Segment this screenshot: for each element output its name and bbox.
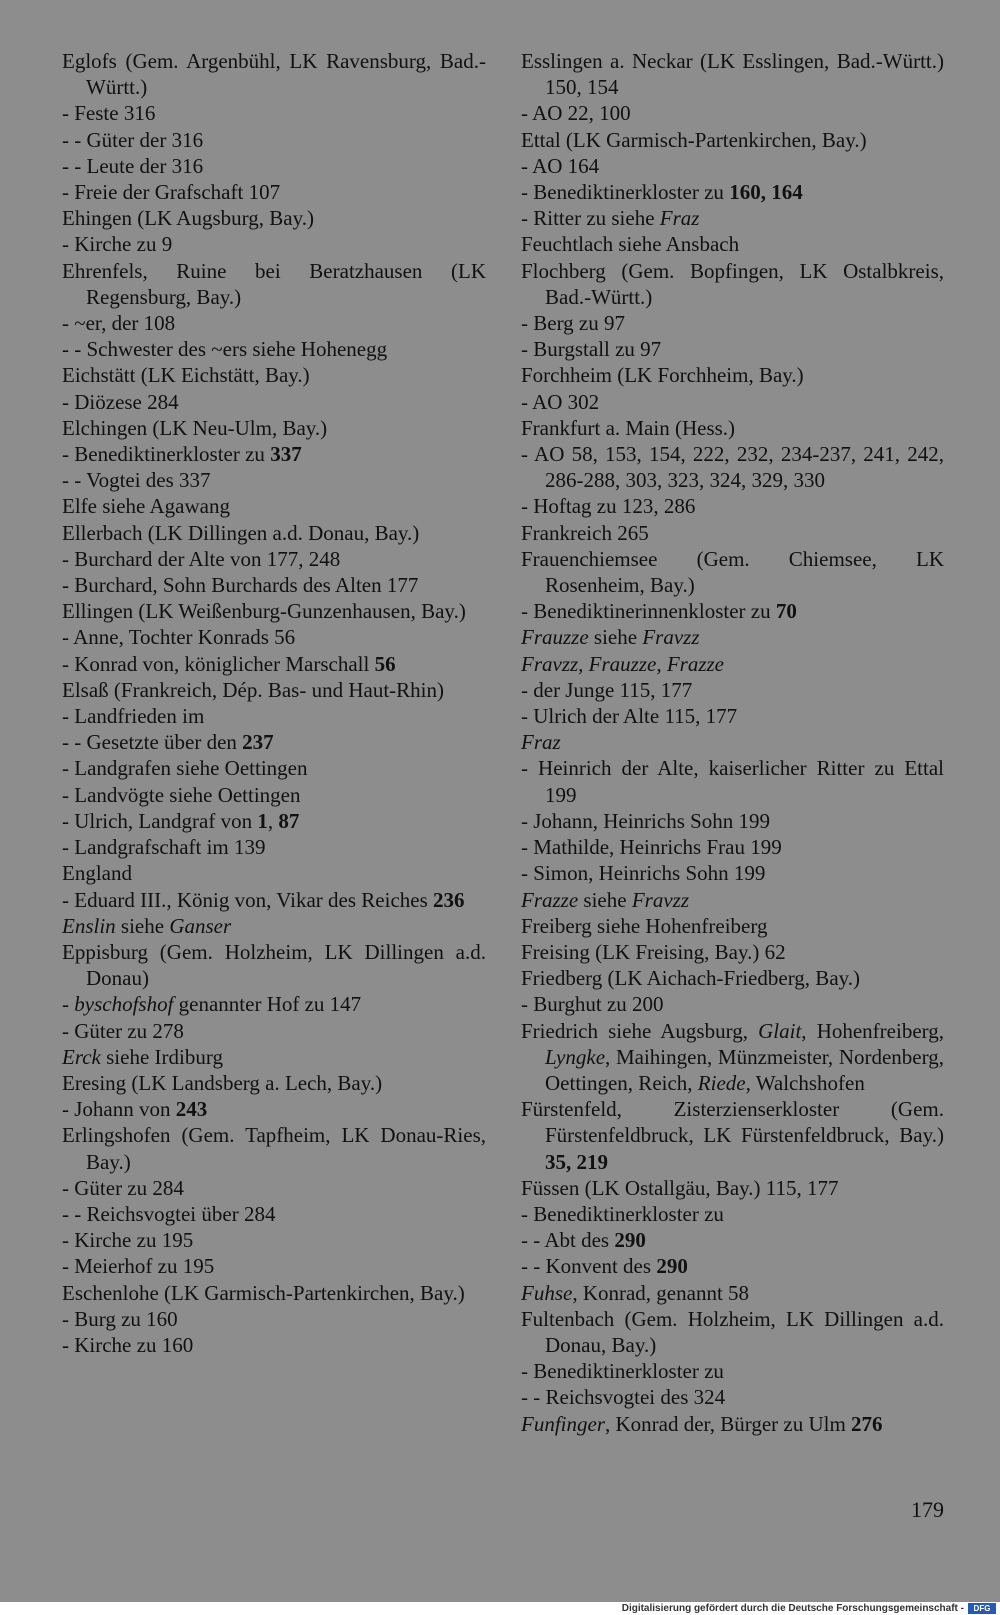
index-entry-text: - Kirche zu 160: [62, 1332, 194, 1357]
index-entry: [521, 651, 944, 677]
index-entry: [62, 651, 486, 677]
index-entry-text: - Johann, Heinrichs Sohn 199: [521, 808, 771, 833]
index-entry-text: 290: [656, 1254, 688, 1279]
index-entry: [521, 205, 944, 231]
index-entry-text: - AO 22, 100: [521, 101, 631, 126]
index-entry-text: - Eduard III., König von, Vikar des Reiches: [62, 887, 434, 912]
index-entry: [521, 1384, 944, 1410]
index-entry-text: - Johann von: [62, 1097, 176, 1122]
index-entry-text: Friedrich siehe Augsburg,: [521, 1018, 759, 1043]
index-entry: [62, 231, 486, 257]
index-entry: [521, 100, 944, 126]
index-entry-text: - Heinrich der Alte, kaiserlicher Ritter zu Ettal 199: [521, 756, 944, 807]
index-entry-text: - Diözese 284: [62, 389, 179, 414]
index-entry-text: - Benediktinerkloster zu: [62, 442, 271, 467]
index-entry-text: 276: [851, 1411, 883, 1436]
index-entry: [62, 48, 486, 100]
index-entry: [62, 572, 486, 598]
index-entry: [521, 1227, 944, 1253]
index-entry-text: - Benediktinerinnenkloster zu: [521, 599, 776, 624]
index-entry-text: - Landgrafschaft im 139: [62, 835, 266, 860]
index-entry: [521, 441, 944, 493]
index-entry-text: Frankreich 265: [521, 520, 649, 545]
index-entry-text: Ellerbach (LK Dillingen a.d. Donau, Bay.): [62, 520, 420, 545]
index-entry-text: - Burghut zu 200: [521, 992, 664, 1017]
index-entry: [521, 362, 944, 388]
index-entry: [521, 1201, 944, 1227]
index-entry-text: byschofshof: [74, 992, 174, 1017]
index-entry-text: Freising (LK Freising, Bay.) 62: [521, 939, 786, 964]
index-entry-text: Fuhse: [521, 1280, 573, 1305]
index-entry: [521, 1306, 944, 1358]
index-entry: [62, 258, 486, 310]
index-entry-text: - AO 58, 153, 154, 222, 232, 234-237, 241, 242, 286-288, 303, 323, 324, 329, 330: [521, 442, 944, 493]
index-entry: [62, 991, 486, 1017]
index-entry: [62, 808, 486, 834]
index-entry-text: 290: [614, 1228, 646, 1253]
index-entry-text: Freiberg siehe Hohenfreiberg: [521, 913, 768, 938]
index-entry-text: Flochberg (Gem. Bopfingen, LK Ostalbkreis, Bad.-Württ.): [521, 258, 944, 309]
index-entry: [521, 965, 944, 991]
index-entry: [62, 546, 486, 572]
index-entry-text: 1: [257, 808, 268, 833]
index-entry: [62, 913, 486, 939]
index-entry: [62, 1175, 486, 1201]
index-entry: [521, 48, 944, 100]
index-entry: [521, 415, 944, 441]
index-entry: [521, 310, 944, 336]
index-entry: [521, 939, 944, 965]
index-entry-text: - Landfrieden im: [62, 704, 205, 729]
index-entry-text: 237: [242, 730, 274, 755]
index-entry-text: - Kirche zu 9: [62, 232, 173, 257]
index-entry: [521, 1280, 944, 1306]
index-entry: [62, 887, 486, 913]
index-entry-text: - - Gesetzte über den: [62, 730, 243, 755]
index-entry: [521, 336, 944, 362]
index-entry: [62, 1044, 486, 1070]
index-entry: [521, 153, 944, 179]
index-entry: [62, 939, 486, 991]
index-entry: [62, 1201, 486, 1227]
index-entry-text: - - Vogtei des 337: [62, 468, 211, 493]
index-entry: [62, 1018, 486, 1044]
index-entry-text: Fravzz: [631, 887, 689, 912]
index-entry-text: - Feste 316: [62, 101, 156, 126]
index-entry-text: - - Schwester des ~ers siehe Hohenegg: [62, 337, 388, 362]
index-entry-text: - Berg zu 97: [521, 311, 626, 336]
index-entry-text: , Konrad der, Bürger zu Ulm: [605, 1411, 852, 1436]
index-entry: [62, 467, 486, 493]
index-entry: [521, 755, 944, 807]
index-entry: [62, 703, 486, 729]
index-entry-text: - Freie der Grafschaft 107: [62, 180, 281, 205]
index-entry-text: Esslingen a. Neckar (LK Esslingen, Bad.-Württ.) 150, 154: [521, 49, 944, 100]
index-entry: [62, 153, 486, 179]
index-entry-text: siehe Irdiburg: [100, 1044, 223, 1069]
index-entry: [62, 336, 486, 362]
index-entry: [521, 834, 944, 860]
index-entry-text: , Maihingen, Münzmeister, Nordenberg, Oettingen, Reich,: [545, 1044, 944, 1095]
index-entry-text: - Burchard, Sohn Burchards des Alten 177: [62, 573, 419, 598]
index-entry: [521, 520, 944, 546]
index-entry: [62, 205, 486, 231]
index-entry-text: 243: [175, 1097, 208, 1122]
index-entry: [521, 729, 944, 755]
index-entry-text: Ettal (LK Garmisch-Partenkirchen, Bay.): [521, 127, 867, 152]
index-column-right: [521, 48, 944, 1437]
index-entry-text: siehe: [588, 625, 643, 650]
index-entry-text: - Mathilde, Heinrichs Frau 199: [521, 835, 782, 860]
index-entry: [62, 834, 486, 860]
index-entry: [62, 598, 486, 624]
index-entry-text: Fürstenfeld, Zisterzienserkloster (Gem. Fürstenfeldbruck, LK Fürstenfeldbruck, Bay.): [521, 1097, 944, 1148]
index-entry: [521, 258, 944, 310]
index-entry-text: 337: [270, 442, 302, 467]
index-entry: [521, 1411, 944, 1437]
index-entry: [521, 913, 944, 939]
index-entry: [62, 860, 486, 886]
index-entry-text: - Simon, Heinrichs Sohn 199: [521, 861, 766, 886]
index-entry-text: Fraz: [521, 730, 561, 755]
index-entry-text: Eschenlohe (LK Garmisch-Partenkirchen, Bay.): [62, 1280, 465, 1305]
index-entry: [62, 362, 486, 388]
index-entry-text: - Burchard der Alte von 177, 248: [62, 546, 341, 571]
index-entry-text: - ~er, der 108: [62, 311, 176, 336]
index-entry: [62, 755, 486, 781]
index-entry-text: Fravzz, Frauzze, Frazze: [521, 651, 724, 676]
index-entry-text: 236: [433, 887, 465, 912]
index-entry-text: genannter Hof zu 147: [173, 992, 362, 1017]
index-entry-text: 35, 219: [545, 1149, 608, 1174]
index-entry: [62, 782, 486, 808]
index-entry: [62, 415, 486, 441]
index-entry-text: Elsaß (Frankreich, Dép. Bas- und Haut-Rhin): [62, 677, 444, 702]
index-entry: [62, 127, 486, 153]
index-entry-text: 87: [278, 808, 300, 833]
index-entry: [521, 703, 944, 729]
index-entry-text: - Güter zu 278: [62, 1018, 184, 1043]
index-entry: [62, 1227, 486, 1253]
index-entry-text: Elfe siehe Agawang: [62, 494, 230, 519]
index-entry-text: Eppisburg (Gem. Holzheim, LK Dillingen a.d. Donau): [62, 939, 486, 991]
index-entry-text: Elchingen (LK Neu-Ulm, Bay.): [62, 415, 328, 440]
index-entry-text: England: [62, 861, 132, 886]
index-entry-text: Ehrenfels, Ruine bei Beratzhausen (LK Regensburg, Bay.): [62, 258, 486, 309]
index-entry: [521, 677, 944, 703]
index-entry-text: Frauenchiemsee (Gem. Chiemsee, LK Rosenheim, Bay.): [521, 546, 944, 598]
index-column-left: [62, 48, 486, 1358]
index-entry-text: Füssen (LK Ostallgäu, Bay.) 115, 177: [521, 1175, 839, 1200]
index-entry-text: -: [62, 992, 75, 1017]
index-entry-text: Fultenbach (Gem. Holzheim, LK Dillingen a.d. Donau, Bay.): [521, 1306, 944, 1357]
index-entry: [62, 1122, 486, 1174]
index-entry: [521, 624, 944, 650]
dfg-logo: DFG: [968, 1603, 996, 1614]
index-entry: [62, 1096, 486, 1122]
index-entry: [521, 1253, 944, 1279]
index-entry-text: Friedberg (LK Aichach-Friedberg, Bay.): [521, 966, 861, 991]
index-entry-text: - Landvögte siehe Oettingen: [62, 782, 301, 807]
index-entry-text: Eresing (LK Landsberg a. Lech, Bay.): [62, 1070, 383, 1095]
index-entry: [62, 441, 486, 467]
index-entry-text: , Konrad, genannt 58: [572, 1280, 750, 1305]
index-entry-text: Riede: [697, 1070, 746, 1095]
index-entry: [62, 1253, 486, 1279]
index-entry: [62, 100, 486, 126]
index-entry-text: - Ulrich der Alte 115, 177: [521, 704, 738, 729]
index-entry: [62, 1280, 486, 1306]
index-entry-text: 56: [374, 651, 396, 676]
index-entry: [521, 1358, 944, 1384]
index-entry-text: - - Reichsvogtei über 284: [62, 1201, 276, 1226]
index-entry: [62, 624, 486, 650]
index-entry-text: 160, 164: [729, 180, 803, 205]
index-entry-text: ,: [267, 808, 279, 833]
index-entry: [521, 179, 944, 205]
index-entry-text: - Benediktinerkloster zu: [521, 1359, 724, 1384]
footer-credit: Digitalisierung gefördert durch die Deutsche Forschungsgemeinschaft -: [621, 1603, 964, 1614]
index-entry: [521, 860, 944, 886]
index-entry-text: - Burgstall zu 97: [521, 337, 662, 362]
index-entry-text: - - Reichsvogtei des 324: [521, 1385, 726, 1410]
index-entry-text: - Güter zu 284: [62, 1175, 184, 1200]
index-entry-text: - Benediktinerkloster zu: [521, 180, 730, 205]
index-entry: [62, 389, 486, 415]
index-entry: [62, 1070, 486, 1096]
index-entry: [62, 1306, 486, 1332]
index-entry: [521, 546, 944, 598]
index-entry: [521, 127, 944, 153]
index-entry-text: Lyngke: [545, 1044, 606, 1069]
index-entry: [521, 389, 944, 415]
index-entry: [521, 1018, 944, 1097]
index-entry-text: Glait: [758, 1018, 802, 1043]
index-entry-text: Erck: [62, 1044, 101, 1069]
index-entry: [62, 179, 486, 205]
index-entry-text: Frauzze: [521, 625, 589, 650]
index-entry-text: - Meierhof zu 195: [62, 1254, 215, 1279]
index-entry: [521, 1096, 944, 1175]
index-entry-text: - - Abt des: [521, 1228, 615, 1253]
index-entry-text: - AO 302: [521, 389, 600, 414]
index-entry-text: - AO 164: [521, 153, 600, 178]
index-entry: [62, 677, 486, 703]
index-entry-text: Eglofs (Gem. Argenbühl, LK Ravensburg, Bad.-Württ.): [62, 49, 486, 100]
index-entry-text: - Konrad von, königlicher Marschall: [62, 651, 375, 676]
index-entry: [521, 991, 944, 1017]
index-entry-text: Frazze: [521, 887, 579, 912]
index-entry-text: - Burg zu 160: [62, 1306, 178, 1331]
index-entry-text: , Hohenfreiberg,: [801, 1018, 945, 1043]
index-entry-text: - Hoftag zu 123, 286: [521, 494, 696, 519]
index-entry-text: siehe: [115, 913, 170, 938]
index-entry: [62, 310, 486, 336]
index-entry-text: - der Junge 115, 177: [521, 677, 693, 702]
index-entry-text: Ehingen (LK Augsburg, Bay.): [62, 206, 314, 231]
index-entry-text: 70: [775, 599, 797, 624]
index-entry-text: - Ulrich, Landgraf von: [62, 808, 258, 833]
index-entry-text: Eichstätt (LK Eichstätt, Bay.): [62, 363, 310, 388]
index-entry: [521, 493, 944, 519]
index-entry-text: Erlingshofen (Gem. Tapfheim, LK Donau-Ries, Bay.): [62, 1123, 486, 1174]
index-entry-text: - Anne, Tochter Konrads 56: [62, 625, 296, 650]
index-entry: [62, 520, 486, 546]
index-entry-text: , Walchshofen: [745, 1070, 865, 1095]
page-number: 179: [911, 1497, 944, 1522]
index-entry-text: Ellingen (LK Weißenburg-Gunzenhausen, Bay.): [62, 599, 466, 624]
index-entry-text: - - Leute der 316: [62, 153, 204, 178]
index-entry-text: - - Konvent des: [521, 1254, 657, 1279]
index-entry-text: Fravzz: [642, 625, 700, 650]
index-entry-text: Forchheim (LK Forchheim, Bay.): [521, 363, 804, 388]
index-entry-text: Enslin: [62, 913, 116, 938]
footer: [0, 1602, 1000, 1615]
index-entry: [62, 729, 486, 755]
index-entry: [521, 808, 944, 834]
index-entry: [521, 1175, 944, 1201]
index-entry-text: - Kirche zu 195: [62, 1228, 194, 1253]
index-entry-text: Fraz: [659, 206, 700, 231]
index-entry: [521, 887, 944, 913]
index-entry-text: - Ritter zu siehe: [521, 206, 660, 231]
index-entry: [521, 231, 944, 257]
index-entry-text: Frankfurt a. Main (Hess.): [521, 415, 736, 440]
index-entry-text: siehe: [578, 887, 632, 912]
index-entry-text: Funfinger: [521, 1411, 605, 1436]
index-entry: [62, 493, 486, 519]
index-entry-text: Ganser: [169, 913, 232, 938]
index-entry-text: - Benediktinerkloster zu: [521, 1201, 724, 1226]
index-entry: [521, 598, 944, 624]
index-entry: [62, 1332, 486, 1358]
index-entry-text: - Landgrafen siehe Oettingen: [62, 756, 308, 781]
index-entry-text: - - Güter der 316: [62, 127, 204, 152]
index-entry-text: Feuchtlach siehe Ansbach: [521, 232, 740, 257]
